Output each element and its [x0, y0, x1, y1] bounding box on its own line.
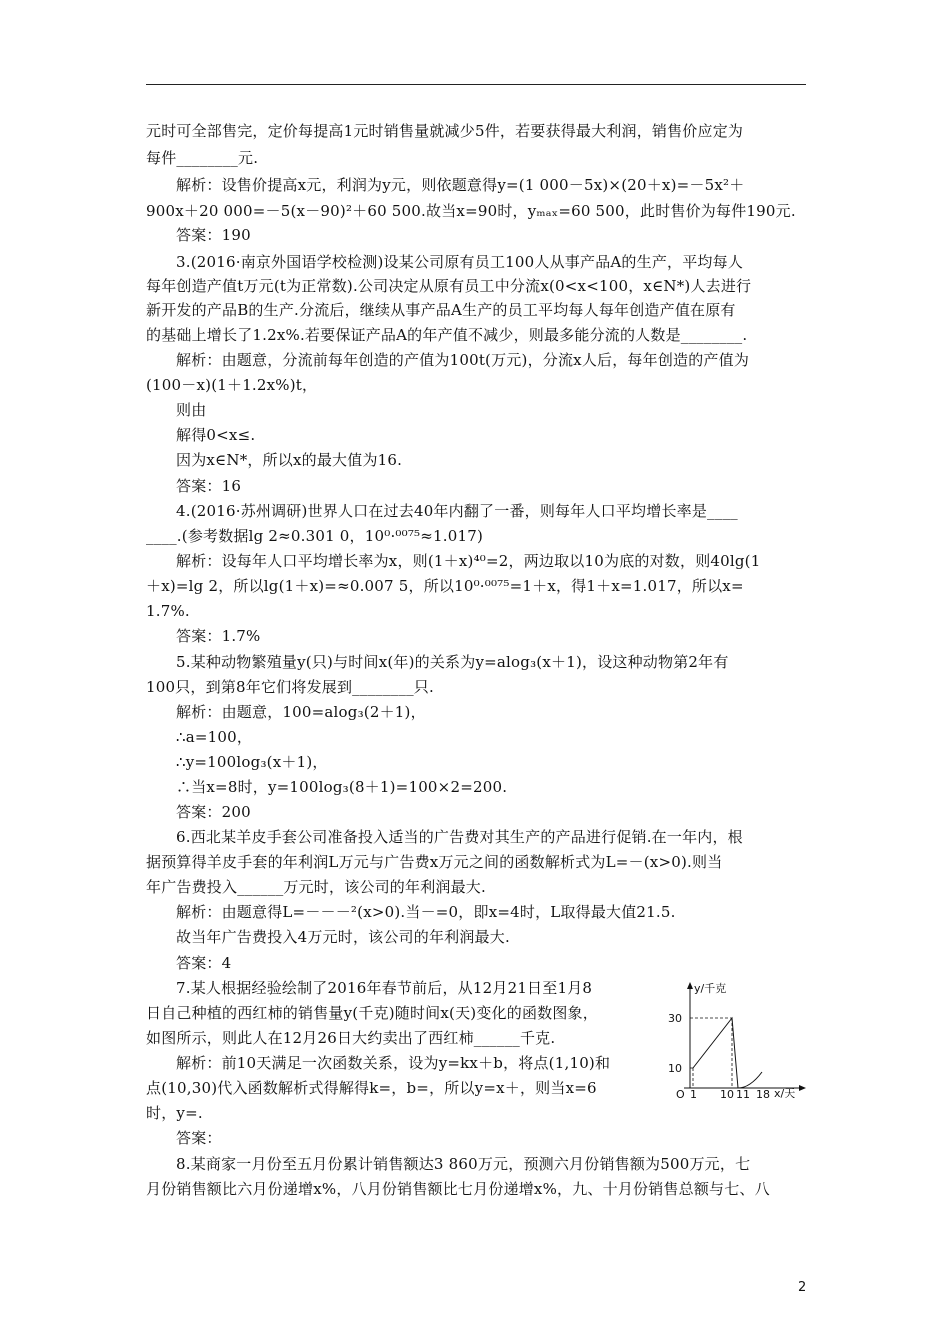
question-line: 5.某种动物繁殖量y(只)与时间x(年)的关系为y=alog₃(x＋1)，设这种动物第2年有: [176, 653, 729, 671]
x-axis-arrow: [799, 1085, 806, 1091]
answer-line: 答案：1.7%: [176, 627, 261, 645]
answer-line: 答案：: [176, 1129, 222, 1147]
sales-line: [693, 1018, 738, 1088]
question-line: 6.西北某羊皮手套公司准备投入适当的广告费对其生产的产品进行促销.在一年内，根: [176, 828, 743, 846]
text-line: 解析：由题意，分流前每年创造的产值为100t(万元)，分流x人后，每年创造的产值为: [176, 351, 750, 369]
question-line: 4.(2016·苏州调研)世界人口在过去40年内翻了一番，则每年人口平均增长率是____: [176, 502, 738, 520]
text-line: 日自己种植的西红柿的销售量y(千克)随时间x(天)变化的函数图象，: [146, 1004, 598, 1022]
text-line: 元时可全部售完，定价每提高1元时销售量就减少5件，若要获得最大利润，销售价应定为: [146, 122, 744, 140]
text-line: 则由: [176, 401, 207, 419]
x-tick-label: 18: [756, 1088, 770, 1098]
text-line: ∴当x=8时，y=100log₃(8＋1)=100×2=200.: [176, 778, 508, 796]
text-line: 解析：设每年人口平均增长率为x，则(1＋x)⁴⁰=2，两边取以10为底的对数，则40lg(1: [176, 552, 761, 570]
x-tick-label: 11: [736, 1088, 750, 1098]
answer-line: 答案：4: [176, 954, 232, 972]
text-line: ∴a=100，: [176, 728, 253, 746]
answer-line: 答案：190: [176, 226, 251, 244]
x-tick-label: 1: [690, 1088, 697, 1098]
x-axis-label: x/天: [774, 1087, 796, 1098]
sales-curve: [738, 1072, 762, 1088]
header-rule: [146, 84, 806, 85]
text-line: 每年创造产值t万元(t为正常数).公司决定从原有员工中分流x(0<x<100，x∈N*)人去进行: [146, 277, 752, 295]
y-axis-arrow: [687, 982, 693, 989]
text-line: 点(10,30)代入函数解析式得解得k=，b=，所以y=x＋，则当x=6: [146, 1079, 597, 1097]
text-line: 月份销售额比六月份递增x%，八月份销售额比七月份递增x%，九、十月份销售总额与七、八: [146, 1180, 770, 1198]
text-line: 每件________元.: [146, 149, 259, 167]
text-line: ∴y=100log₃(x＋1)，: [176, 753, 328, 771]
text-line: ＋x)=lg 2，所以lg(1＋x)=≈0.007 5，所以10⁰·⁰⁰⁷⁵=1＋x，得1＋x=1.017，所以x=: [146, 577, 744, 595]
text-line: 解析：由题意，100=alog₃(2＋1)，: [176, 703, 426, 721]
text-line: 如图所示，则此人在12月26日大约卖出了西红柿______千克.: [146, 1029, 556, 1047]
question-line: 3.(2016·南京外国语学校检测)设某公司原有员工100人从事产品A的生产，平均每人: [176, 253, 744, 271]
text-line: 时，y=.: [146, 1104, 203, 1122]
page-number: 2: [798, 1280, 807, 1295]
question-line: 8.某商家一月份至五月份累计销售额达3 860万元，预测六月份销售额为500万元，七: [176, 1155, 751, 1173]
answer-line: 答案：200: [176, 803, 251, 821]
text-line: 的基础上增长了1.2x%.若要保证产品A的年产值不减少，则最多能分流的人数是________.: [146, 326, 748, 344]
y-axis-label: y/千克: [694, 982, 727, 995]
text-line: 1.7%.: [146, 602, 190, 620]
text-line: 因为x∈N*，所以x的最大值为16.: [176, 451, 403, 469]
origin-label: O: [676, 1088, 685, 1098]
text-line: 新开发的产品B的生产.分流后，继续从事产品A生产的员工平均每人每年创造产值在原有: [146, 301, 736, 319]
text-line: 解析：由题意得L=－－－²(x>0).当－=0，即x=4时，L取得最大值21.5.: [176, 903, 676, 921]
text-line: 解得0<x≤.: [176, 426, 256, 444]
y-tick-label: 30: [668, 1012, 682, 1025]
text-line: 年广告费投入______万元时，该公司的年利润最大.: [146, 878, 486, 896]
text-line: ____.(参考数据lg 2≈0.301 0，10⁰·⁰⁰⁷⁵≈1.017): [146, 527, 484, 545]
text-line: 解析：设售价提高x元，利润为y元，则依题意得y=(1 000－5x)×(20＋x)=－5x²＋: [176, 176, 745, 194]
sales-graph: [662, 980, 812, 1098]
text-line: 据预算得羊皮手套的年利润L万元与广告费x万元之间的函数解析式为L=－(x>0).则当: [146, 853, 723, 871]
text-line: 故当年广告费投入4万元时，该公司的年利润最大.: [176, 928, 510, 946]
answer-line: 答案：16: [176, 477, 242, 495]
text-line: 100只，到第8年它们将发展到________只.: [146, 678, 434, 696]
text-line: 解析：前10天满足一次函数关系，设为y=kx＋b，将点(1,10)和: [176, 1054, 611, 1072]
text-line: (100－x)(1＋1.2x%)t，: [146, 376, 318, 394]
x-tick-label: 10: [720, 1088, 734, 1098]
text-line: 900x＋20 000=－5(x－90)²＋60 500.故当x=90时，yₘₐₓ=60 500，此时售价为每件190元.: [146, 202, 796, 220]
y-tick-label: 10: [668, 1062, 682, 1075]
question-line: 7.某人根据经验绘制了2016年春节前后，从12月21日至1月8: [176, 979, 593, 997]
